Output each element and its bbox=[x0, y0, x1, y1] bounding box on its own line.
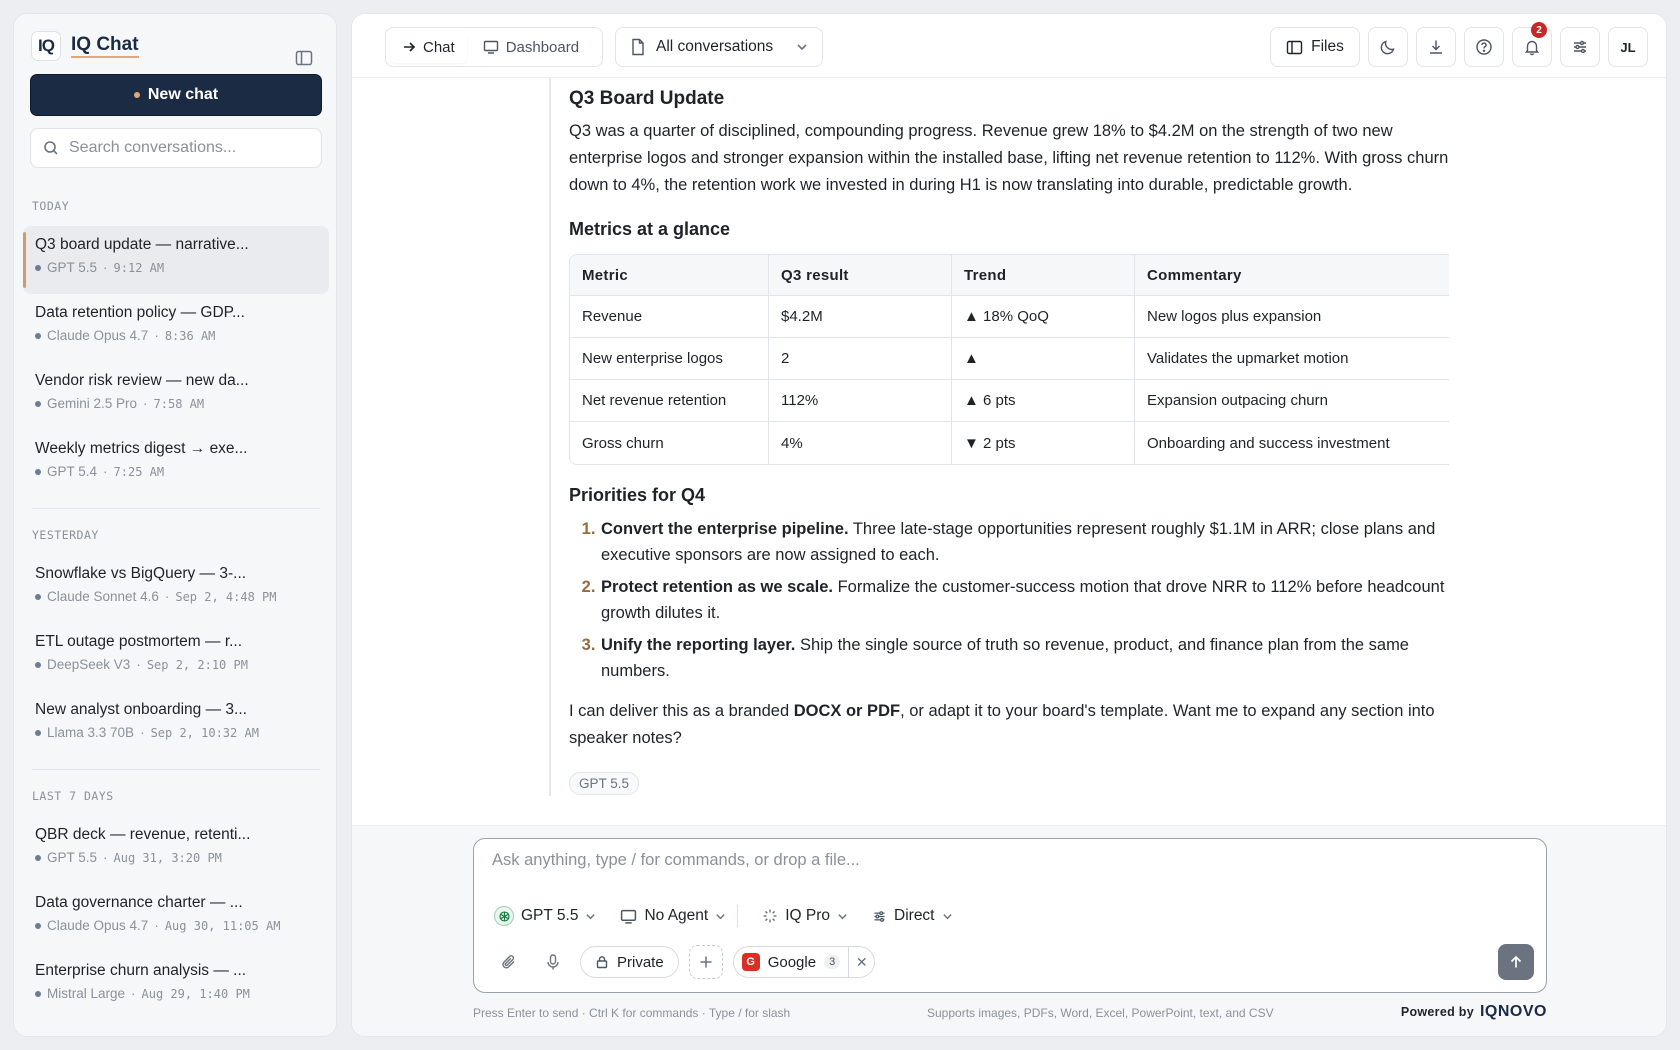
powered-by bbox=[1401, 1003, 1547, 1021]
table-cell: New logos plus expansion bbox=[1135, 296, 1449, 338]
powered-by-label: Powered by bbox=[1400, 1005, 1474, 1019]
conversation-title: Data retention policy — GDP... bbox=[35, 304, 245, 321]
conversation-meta bbox=[35, 725, 317, 740]
metrics-table bbox=[569, 254, 1449, 465]
iqnovo-logo: IQNOVO bbox=[1479, 1003, 1547, 1020]
conversation-model: GPT 5.5 bbox=[47, 850, 98, 865]
new-chat-button[interactable] bbox=[30, 74, 322, 116]
top-actions bbox=[1270, 24, 1648, 67]
conversation-item[interactable] bbox=[23, 884, 329, 952]
conversation-title: New analyst onboarding — 3... bbox=[35, 701, 247, 718]
conversation-model: Claude Opus 4.7 bbox=[47, 918, 149, 933]
table-cell: ▲ 6 pts bbox=[952, 380, 1135, 422]
table-cell: Validates the upmarket motion bbox=[1135, 338, 1449, 380]
priorities-heading: Priorities for Q4 bbox=[569, 485, 706, 505]
section-label: LAST 7 DAYS bbox=[32, 789, 114, 803]
conversation-model: DeepSeek V3 bbox=[47, 657, 131, 672]
sliders-icon bbox=[1571, 38, 1589, 56]
sparkle-icon bbox=[762, 908, 778, 924]
conversation-meta bbox=[35, 850, 317, 865]
message-scroll-area[interactable] bbox=[549, 78, 1449, 796]
app-logo: IQ bbox=[31, 31, 61, 61]
table-cell: Revenue bbox=[570, 296, 769, 338]
moon-icon bbox=[1379, 38, 1397, 56]
priority-text: Three late-stage opportunities represent roughly $1.1M in ARR; close plans and executive sponsors are now assigned to each. bbox=[601, 520, 1436, 564]
message-heading: Q3 Board Update bbox=[569, 88, 725, 109]
section-label: YESTERDAY bbox=[32, 528, 99, 542]
priority-text: Ship the single source of truth so revenue, product, and finance plan from the same numbers. bbox=[601, 636, 1409, 680]
top-bar bbox=[352, 14, 1666, 78]
section-divider bbox=[32, 769, 320, 770]
conversation-meta bbox=[35, 657, 317, 672]
meta-separator: · bbox=[143, 396, 148, 411]
meta-separator: · bbox=[154, 918, 159, 933]
conversation-meta bbox=[35, 918, 317, 933]
table-cell: 2 bbox=[769, 338, 952, 380]
table-row bbox=[570, 422, 1449, 464]
priority-title: Unify the reporting layer. bbox=[601, 636, 796, 654]
conversation-scope-dropdown[interactable] bbox=[615, 27, 823, 67]
monitor-icon bbox=[620, 908, 637, 925]
table-cell: 4% bbox=[769, 422, 952, 464]
conversation-meta bbox=[35, 464, 317, 479]
sidebar-toggle-icon[interactable] bbox=[294, 48, 314, 68]
section-label: TODAY bbox=[32, 199, 70, 213]
scope-label: All conversations bbox=[656, 38, 774, 55]
conversation-time: Aug 29, 1:40 PM bbox=[141, 986, 250, 1001]
table-cell: ▲ bbox=[952, 338, 1135, 380]
metrics-header-row bbox=[570, 255, 1449, 296]
table-cell: Gross churn bbox=[570, 422, 769, 464]
notification-badge: 2 bbox=[1531, 22, 1547, 38]
meta-separator: · bbox=[103, 850, 108, 865]
priority-title: Protect retention as we scale. bbox=[601, 578, 834, 596]
paperclip-icon bbox=[500, 953, 518, 971]
conversation-time: 9:12 AM bbox=[113, 260, 165, 275]
model-dot-icon bbox=[35, 855, 41, 861]
composer bbox=[473, 838, 1547, 993]
conversation-meta bbox=[35, 589, 317, 604]
priorities-list bbox=[569, 516, 1449, 684]
conversation-model: GPT 5.5 bbox=[47, 260, 98, 275]
search-input[interactable] bbox=[69, 139, 309, 157]
routing-label: Direct bbox=[894, 907, 935, 924]
conversation-model: GPT 5.4 bbox=[47, 464, 98, 479]
metrics-heading: Metrics at a glance bbox=[569, 219, 731, 239]
closing-text-pre: I can deliver this as a branded bbox=[569, 702, 794, 720]
plus-icon bbox=[698, 954, 714, 970]
table-cell: Expansion outpacing churn bbox=[1135, 380, 1449, 422]
mode-label: IQ Pro bbox=[785, 907, 831, 924]
table-cell: Onboarding and success investment bbox=[1147, 434, 1390, 452]
tab-chat-label: Chat bbox=[423, 38, 455, 56]
agent-label: No Agent bbox=[644, 907, 709, 924]
microphone-icon bbox=[544, 953, 562, 971]
sliders-icon bbox=[872, 909, 887, 924]
notifications-button[interactable] bbox=[1512, 24, 1552, 67]
files-button[interactable] bbox=[1270, 27, 1360, 67]
conversation-time: 7:58 AM bbox=[153, 396, 205, 411]
conversation-model: Mistral Large bbox=[47, 986, 126, 1001]
conversation-title: Q3 board update — narrative... bbox=[35, 236, 249, 253]
conversation-title: Data governance charter — ... bbox=[35, 894, 243, 911]
list-item bbox=[600, 516, 1449, 568]
column-header: Q3 result bbox=[769, 255, 952, 296]
conversation-time: Sep 2, 2:10 PM bbox=[146, 657, 248, 672]
bell-icon bbox=[1523, 38, 1541, 56]
model-dot-icon bbox=[35, 333, 41, 339]
conversation-title: Weekly metrics digest → exe... bbox=[35, 440, 248, 457]
mode-selector[interactable] bbox=[762, 907, 848, 925]
conversation-time: Sep 2, 4:48 PM bbox=[175, 589, 277, 604]
composer-footer bbox=[473, 1003, 1547, 1023]
brand[interactable] bbox=[31, 31, 139, 61]
private-label: Private bbox=[617, 953, 664, 971]
routing-selector[interactable] bbox=[872, 907, 952, 925]
meta-separator: · bbox=[103, 260, 108, 275]
sidebar bbox=[13, 13, 337, 1037]
help-icon bbox=[1475, 38, 1493, 56]
private-toggle[interactable] bbox=[580, 946, 679, 978]
column-header: Commentary bbox=[1135, 255, 1449, 296]
chevron-down-icon bbox=[585, 911, 596, 922]
conversation-meta bbox=[35, 986, 317, 1001]
composer-options bbox=[494, 905, 953, 927]
message-input[interactable] bbox=[492, 851, 1522, 881]
chevron-down-icon bbox=[942, 911, 953, 922]
model-dot-icon bbox=[35, 730, 41, 736]
conversation-model: Gemini 2.5 Pro bbox=[47, 396, 138, 411]
composer-tools bbox=[492, 945, 875, 979]
model-dot-icon bbox=[35, 991, 41, 997]
google-icon: G bbox=[742, 953, 760, 971]
lock-icon bbox=[595, 955, 609, 969]
conversation-title: ETL outage postmortem — r... bbox=[35, 633, 243, 650]
table-row bbox=[570, 380, 1449, 422]
conversation-title: Snowflake vs BigQuery — 3-... bbox=[35, 565, 247, 582]
tab-dashboard-label: Dashboard bbox=[505, 38, 580, 56]
model-selector[interactable] bbox=[494, 906, 596, 926]
conversation-time: Sep 2, 10:32 AM bbox=[150, 725, 259, 740]
agent-selector[interactable] bbox=[620, 905, 738, 927]
chevron-down-icon bbox=[796, 41, 808, 53]
conversation-meta bbox=[35, 328, 317, 343]
message-intro: Q3 was a quarter of disciplined, compounding progress. Revenue grew 18% to $4.2M on the strength of two new enterprise logos and stronger expansion within the installed base, lifting net revenue retention to 112%. With gross churn down to 4%, the retention work we invested in during H1 is now translating into durable, predictable growth. bbox=[569, 122, 1449, 194]
arrow-up-icon bbox=[1508, 954, 1524, 970]
meta-separator: · bbox=[164, 589, 170, 604]
message-closing bbox=[569, 698, 1449, 752]
conversation-item[interactable] bbox=[23, 952, 329, 1020]
model-label: GPT 5.5 bbox=[521, 907, 579, 924]
conversation-time: 8:36 AM bbox=[164, 328, 216, 343]
closing-text-bold: DOCX or PDF bbox=[793, 702, 901, 720]
main-panel bbox=[351, 13, 1667, 1037]
meta-separator: · bbox=[131, 986, 136, 1001]
arrow-right-icon bbox=[402, 40, 416, 54]
conversation-item[interactable] bbox=[23, 226, 329, 294]
conversation-title: Vendor risk review — new da... bbox=[35, 372, 249, 389]
conversation-model: Claude Sonnet 4.6 bbox=[47, 589, 159, 604]
new-chat-label: New chat bbox=[147, 86, 219, 103]
source-count: 3 bbox=[824, 955, 840, 969]
composer-area bbox=[352, 825, 1666, 1037]
message-model-chip: GPT 5.5 bbox=[569, 772, 639, 795]
conversation-meta bbox=[35, 260, 317, 275]
source-label: Google bbox=[767, 953, 817, 971]
files-label: Files bbox=[1311, 38, 1344, 55]
column-header: Metric bbox=[570, 255, 769, 296]
table-cell: Net revenue retention bbox=[570, 380, 769, 422]
view-tabs bbox=[385, 27, 603, 67]
send-button[interactable] bbox=[1498, 944, 1534, 980]
conversation-model: Claude Opus 4.7 bbox=[47, 328, 149, 343]
table-row bbox=[570, 296, 1449, 338]
add-source-button[interactable] bbox=[689, 945, 723, 979]
conversation-meta bbox=[35, 396, 317, 411]
monitor-icon bbox=[483, 39, 499, 55]
conversation-title: QBR deck — revenue, retenti... bbox=[35, 826, 251, 843]
openai-icon bbox=[494, 906, 514, 926]
tab-chat[interactable] bbox=[390, 31, 467, 63]
download-button[interactable] bbox=[1416, 27, 1456, 67]
model-dot-icon bbox=[35, 594, 41, 600]
meta-separator: · bbox=[154, 328, 159, 343]
priority-text: Formalize the customer-success motion that drove NRR to 112% before headcount growth dilutes it. bbox=[601, 578, 1445, 622]
conversation-item[interactable] bbox=[23, 623, 329, 691]
remove-source-close-icon[interactable]: ✕ bbox=[848, 946, 874, 978]
conversation-list bbox=[14, 192, 337, 1020]
theme-toggle-button[interactable] bbox=[1368, 27, 1408, 67]
option-separator bbox=[737, 905, 738, 927]
conversation-item[interactable] bbox=[23, 816, 329, 884]
google-source-chip[interactable] bbox=[733, 946, 876, 978]
model-dot-icon bbox=[35, 401, 41, 407]
help-button[interactable] bbox=[1464, 27, 1504, 67]
voice-button[interactable] bbox=[536, 945, 570, 979]
conversation-item[interactable] bbox=[23, 294, 329, 362]
assistant-message bbox=[569, 78, 1449, 795]
meta-separator: · bbox=[103, 464, 108, 479]
document-icon bbox=[630, 38, 646, 56]
conversation-time: 7:25 AM bbox=[113, 464, 165, 479]
new-chat-dot-icon bbox=[134, 92, 140, 98]
table-row bbox=[570, 338, 1449, 380]
conversation-time: Aug 31, 3:20 PM bbox=[113, 850, 222, 865]
table-cell: ▲ 18% QoQ bbox=[952, 296, 1135, 338]
conversation-title: Enterprise churn analysis — ... bbox=[35, 962, 247, 979]
section-divider bbox=[32, 508, 320, 509]
conversation-item[interactable] bbox=[23, 555, 329, 623]
user-avatar[interactable]: JL bbox=[1608, 27, 1648, 67]
keyboard-hint: Press Enter to send · Ctrl K for commands · Type / for slash bbox=[473, 1006, 791, 1020]
panel-icon bbox=[1286, 39, 1303, 56]
table-cell: New enterprise logos bbox=[570, 338, 769, 380]
tab-dashboard[interactable] bbox=[471, 31, 591, 63]
conversation-time: Aug 30, 11:05 AM bbox=[164, 918, 281, 933]
closing-text-post: , or adapt it to your board's template. Want me to expand any section into speaker notes? bbox=[569, 702, 1435, 747]
column-header: Trend bbox=[952, 255, 1135, 296]
conversation-model: Llama 3.3 70B bbox=[47, 725, 135, 740]
search-box[interactable] bbox=[30, 128, 322, 168]
table-cell: 112% bbox=[769, 380, 952, 422]
download-icon bbox=[1427, 38, 1445, 56]
table-cell: $4.2M bbox=[769, 296, 952, 338]
chevron-down-icon bbox=[837, 911, 848, 922]
list-item bbox=[600, 632, 1449, 684]
conversation-item[interactable] bbox=[23, 430, 329, 498]
chevron-down-icon bbox=[715, 911, 726, 922]
table-cell: ▼ 2 pts bbox=[952, 422, 1135, 464]
model-dot-icon bbox=[35, 923, 41, 929]
list-item bbox=[600, 574, 1449, 626]
model-dot-icon bbox=[35, 469, 41, 475]
app-name: IQ Chat bbox=[71, 35, 139, 58]
supported-files-note: Supports images, PDFs, Word, Excel, PowerPoint, text, and CSV bbox=[927, 1006, 1274, 1020]
priority-title: Convert the enterprise pipeline. bbox=[601, 520, 849, 538]
model-dot-icon bbox=[35, 662, 41, 668]
attach-button[interactable] bbox=[492, 945, 526, 979]
meta-separator: · bbox=[136, 657, 141, 672]
search-icon bbox=[43, 140, 59, 156]
conversation-item[interactable] bbox=[23, 362, 329, 430]
meta-separator: · bbox=[140, 725, 145, 740]
settings-button[interactable] bbox=[1560, 27, 1600, 67]
conversation-item[interactable] bbox=[23, 691, 329, 759]
model-dot-icon bbox=[35, 265, 41, 271]
